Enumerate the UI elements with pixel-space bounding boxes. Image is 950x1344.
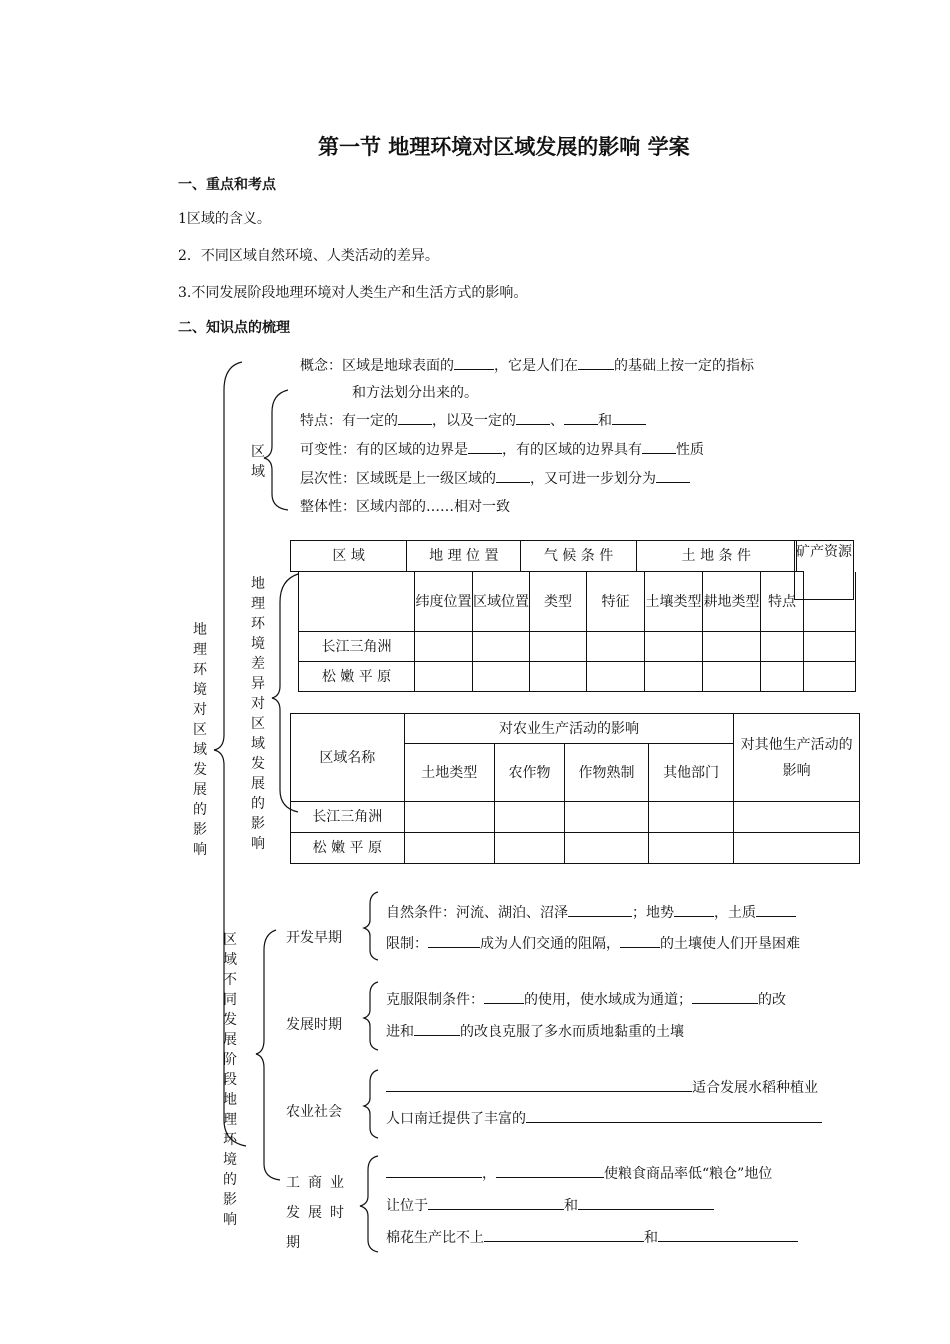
t2-sub-other: 其他部门 (648, 744, 733, 802)
diff-vertical-label: 地理环境差异对区域发展的影响 (251, 576, 265, 852)
t1-h-climate: 气 候 条 件 (521, 541, 636, 572)
table2 (290, 713, 860, 864)
region-concept-line1: 概念：区域是地球表面的 ，它是人们在 的基础上按一定的指标 (300, 355, 754, 375)
t2-row-songnen: 松 嫩 平 原 (291, 833, 405, 864)
t1-row-songnen: 松 嫩 平 原 (299, 662, 415, 692)
agri-line2: 人口南迁提供了丰富的 (386, 1108, 822, 1128)
t1-sub-regional: 区域位置 (473, 572, 530, 632)
t1-empty-mineral (804, 572, 856, 632)
section2-heading: 二、知识点的梳理 (178, 320, 290, 336)
stages-vertical-label: 区域不同发展阶段地理环境的影响 (223, 932, 237, 1228)
early-line1: 自然条件：河流、湖泊、沼泽 ；地势 ，土质 (386, 902, 796, 922)
agri-line1: 适合发展水稻种植业 (386, 1077, 818, 1097)
industry-label-1: 工商业发展时期 (286, 1175, 352, 1251)
t1-h-mineral: 矿产资源 (794, 540, 854, 600)
t1-sub-type: 类型 (530, 572, 587, 632)
page-title: 第一节 地理环境对区域发展的影响 学案 (318, 135, 690, 159)
key-point-3: 3.不同发展阶段地理环境对人类生产和生活方式的影响。 (178, 285, 528, 301)
early-label: 开发早期 (286, 930, 342, 946)
region-hierarchy-line: 层次性：区域既是上一级区域的 ，又可进一步划分为 (300, 468, 690, 488)
industry-line3: 棉花生产比不上 和 (386, 1227, 798, 1247)
t2-sub-cropping: 作物熟制 (565, 744, 649, 802)
industry-line1: ， 使粮食商品率低“粮仓”地位 (386, 1163, 772, 1183)
growth-line2: 进和 的改良克服了多水而质地黏重的土壤 (386, 1021, 684, 1041)
t1-sub-farmland: 耕地类型 (703, 572, 761, 632)
section1-heading: 一、重点和考点 (178, 177, 276, 193)
region-variability-line: 可变性：有的区域的边界是 ，有的区域的边界具有 性质 (300, 439, 704, 459)
t1-sub-soil: 土壤类型 (645, 572, 703, 632)
table1-body (298, 571, 856, 692)
industry-line2: 让位于 和 (386, 1195, 714, 1215)
t2-h-agri: 对农业生产活动的影响 (404, 714, 734, 744)
region-integrity-line-cut: 整体性：区域内部的……相对一致 (300, 499, 510, 515)
key-point-2: 2．不同区域自然环境、人类活动的差异。 (178, 248, 439, 264)
t1-h-region: 区 域 (291, 541, 407, 572)
region-label: 区域 (251, 444, 265, 480)
agri-brace (364, 1070, 378, 1138)
t1-row-yangtze: 长江三角洲 (299, 632, 415, 662)
t1-sub-trait: 特点 (761, 572, 804, 632)
stages-brace (256, 930, 280, 1180)
t1-sub-feature: 特征 (587, 572, 645, 632)
growth-brace (364, 982, 378, 1050)
early-line2: 限制： 成为人们交通的阻隔， 的土壤使人们开垦困难 (386, 933, 800, 953)
growth-line1: 克服限制条件： 的使用，使水域成为通道； 的改 (386, 989, 786, 1009)
t2-h-name: 区域名称 (291, 714, 405, 802)
t2-sub-land: 土地类型 (404, 744, 494, 802)
t1-empty-cell (299, 572, 415, 632)
main-vertical-label: 地理环境对区域发展的影响 (193, 622, 207, 858)
agri-label: 农业社会 (286, 1104, 342, 1120)
growth-label: 发展时期 (286, 1017, 342, 1033)
t1-h-land: 土 地 条 件 (636, 541, 796, 572)
region-concept-line2: 和方法划分出来的。 (352, 385, 478, 401)
table1-header (290, 540, 797, 572)
t1-h-location: 地 理 位 置 (407, 541, 521, 572)
region-feature-line: 特点：有一定的 ，以及一定的 、 和 (300, 410, 646, 430)
region-brace (264, 390, 288, 510)
t2-row-yangtze: 长江三角洲 (291, 802, 405, 833)
key-point-1: 1区域的含义。 (178, 211, 271, 227)
t2-h-other: 对其他生产活动的影响 (734, 714, 860, 802)
t1-sub-latitude: 纬度位置 (415, 572, 473, 632)
t2-sub-crop: 农作物 (494, 744, 564, 802)
early-brace (364, 892, 378, 960)
